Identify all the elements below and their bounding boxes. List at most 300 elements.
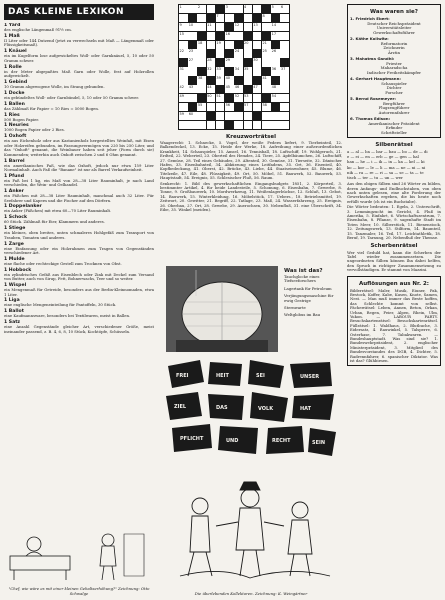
lexikon-entry [4, 242, 154, 256]
lexikon-entry [4, 65, 154, 79]
crossword-block [271, 41, 280, 49]
silben-row: e — ei — en — erb — ge — gen — hal [347, 154, 419, 160]
crossword-cell-number: 35 [244, 67, 249, 72]
crossword-cell-number: 58 [262, 102, 267, 107]
crossword-cell-number: 15 [179, 31, 184, 36]
crossword-cell[interactable] [280, 67, 289, 75]
lexikon-entry [4, 34, 154, 48]
crossword-cell[interactable] [271, 85, 280, 93]
crossword-block [244, 58, 253, 66]
crossword-block [234, 14, 243, 22]
crossword-cell-number: 14 [271, 22, 277, 27]
crossword-cell-number: 11 [207, 22, 212, 27]
person-role-option: Flugzeugführer [378, 105, 410, 110]
lexikon-entry-term: 1 Barrel [4, 158, 25, 164]
person-role-option: Maharadscha [380, 65, 408, 70]
lexikon-entry-desc: eine flache oder rechteckige Gestell zum Trocknen von Obst. [4, 260, 122, 266]
crossword-cell[interactable] [207, 58, 216, 66]
svg-text:FREI: FREI [176, 373, 189, 379]
crossword-cell[interactable] [271, 67, 280, 75]
lexikon-entry [4, 204, 154, 213]
lexikon-entry-term: 1 Liga [4, 298, 20, 304]
crossword-cell[interactable] [207, 121, 216, 129]
person-role-option: Dichter [386, 85, 402, 90]
what-is-it-option: Weltglobus im Bau [284, 312, 321, 318]
crossword-cell[interactable] [188, 94, 197, 102]
crossword-cell[interactable] [179, 41, 188, 49]
crossword-block [253, 112, 262, 120]
crossword-cell-number: 43 [188, 85, 194, 90]
crossword-cell[interactable] [188, 32, 197, 40]
crossword-cell[interactable] [197, 14, 206, 22]
crossword-across-clues: Waagerecht: 1. Schnecke, 5. Vogel, der weiße Federn liefert, 9. Tierbeinteil, 12. Balkendeckel, 13. Ecke, 15. Heide der Werke, 18. Aufreihung einer außerordentlichen Krankheit, 14. Schauspieler, 15. Amsel, 16. Tennisball, 18. Luftschiff, 19. Wohlgeruch, 21. Erdteil, 22. Weberteil, 23. Oberteil des Hemdes, 24. Tiere, 25. Apfelbäumchen, 26. Luftschiff, 27. Gemüse, 28. Teil eines Gebäudes, 29. Altenteil, 30. Gemüse, 31. Tierseite, 32. Dänischer Hafen, 33. Eisenbahnteil, 34. Abkürzung eines Leitfadens, 35. Ort, 36. Eisenteil, 40. Kopfbedeckung, 41. Oberst, 42. Brücke, 43. Liebe, 44. Staatseinwohner, 45. Blume, 46. Titelzeile, 47. Eile, 48. Flüssigkeit, 49. Ort, 50. Möbel, 51. Bauwerk, 52. Bauwerk, 53. Hauptstadt, 54. Ereignis, 55. Schlesischer Fluß, 56. Raum. [160, 140, 342, 181]
crossword-block [197, 32, 206, 40]
crossword-cell[interactable] [225, 103, 234, 111]
crossword-cell[interactable] [244, 23, 253, 31]
crossword-cell[interactable] [207, 5, 216, 13]
crossword-cell[interactable] [253, 103, 262, 111]
crossword-cell[interactable] [197, 85, 206, 93]
crossword-cell-number: 20 [244, 40, 249, 45]
crossword-cell-number: 1 [179, 5, 182, 9]
crossword-cell[interactable] [244, 41, 253, 49]
lexikon-entry-desc: eine englische Mengeneinteilung für Pantoffeln, 30 Stück. [4, 302, 117, 308]
lexikon-entry-term: 1 Doppelanker [4, 204, 42, 210]
crossword-cell[interactable] [244, 76, 253, 84]
crossword-cell-number: 30 [253, 58, 258, 63]
crossword-cell[interactable] [188, 67, 197, 75]
lexikon-entry-term: 1 Zarge [4, 241, 24, 247]
crossword-cell-number: 29 [225, 58, 231, 63]
lexikon-entry-desc: ein im Kugelform lose aufgewickeltes Woll- oder Garnknäuel, 5, 10 oder 50 Gramm schwer. [4, 53, 154, 63]
crossword-cell[interactable] [179, 76, 188, 84]
what-is-it-option: Tauchglocke eines Tiefseeforschers [284, 274, 320, 284]
crossword-cell[interactable] [262, 23, 271, 31]
crossword-cell[interactable] [244, 112, 253, 120]
shard-puzzle-image [160, 356, 342, 464]
crossword-cell[interactable] [253, 67, 262, 75]
person-role-option: Bergführer [383, 100, 405, 106]
person-role-option: Erfinder [385, 125, 403, 130]
crossword-cell-number: 38 [197, 76, 203, 81]
crossword-cell[interactable] [207, 32, 216, 40]
crossword-cell[interactable] [207, 103, 216, 111]
crossword-cell-number: 54 [271, 93, 277, 98]
crossword-cell-number: 40 [225, 76, 231, 81]
crossword-cell[interactable] [234, 94, 243, 102]
aufloesungen-box [347, 276, 441, 367]
person-name: 3. Mahatma Gandhi: [350, 56, 395, 61]
crossword-cell[interactable] [234, 85, 243, 93]
crossword-block [216, 58, 225, 66]
crossword-cell[interactable] [234, 32, 243, 40]
crossword-cell[interactable] [253, 41, 262, 49]
crossword-cell[interactable] [216, 14, 225, 22]
crossword-cell[interactable] [179, 67, 188, 75]
crossword-block [207, 49, 216, 57]
crossword-cell-number: 53 [244, 93, 249, 98]
crossword-cell[interactable] [188, 23, 197, 31]
collectors-cartoon-caption: Die überlebenden Kollektoren. Zeichnung: K. Weingärtner [194, 591, 308, 596]
crossword-cell[interactable] [262, 103, 271, 111]
lexikon-column [4, 4, 154, 596]
lexikon-entry [4, 257, 154, 266]
crossword-cell[interactable] [197, 58, 206, 66]
crossword-cell[interactable] [188, 5, 197, 13]
crossword-cell[interactable] [280, 14, 289, 22]
crossword-cell-number: 9 [179, 22, 182, 27]
svg-text:RECHT: RECHT [272, 438, 291, 444]
crossword-cell[interactable] [253, 85, 262, 93]
lexikon-entry-term: 1 Oxhoft [4, 134, 27, 140]
lexikon-entry-desc: ein gebündeltes Woll- oder Garnbündel, 5, 10 oder 50 Gramm schwer. [4, 94, 139, 100]
crossword-cell[interactable] [271, 49, 280, 57]
crossword-cell[interactable] [216, 76, 225, 84]
center-column [160, 4, 342, 596]
crossword-down-clues: Senkrecht: 1. Bild des gewerkschaftlichen Eingangsbudgets 1851, 2. Körperteil, 3. bestimmter Artikel, 4. für beide Landesteile, 5. Schonung, 6. Eisenbahn, 7. Gewerbe, 8. Tonne, 9. Großbauwerk, 10. Mordwerkzeug, 11. Weißenlagerbüchse, 12. Schluß, 13. Gebot, 14. Bauwerk, 15. Winterkleidung, 16. Möbelstück, 17. Uebers., 18. Betriebsmittel, 19. Zeitwort, 20. Gewitter, 21. Begriff, 22. Tatlage, 23. Maß, 24. Wasserfahrzeug, 25. Ereignis, 26. Oberbau, 27. Ort, 28. Gewebe, 29. Auerochsen, 30. Nebenfluß, 31. eine Überschrift, 34. Eibe, 35. Winkel (meiden). [160, 180, 342, 213]
crossword-cell[interactable] [244, 5, 253, 13]
silben-row: han — he — i — ik — in — ka — kel — ki [347, 159, 425, 165]
crossword-cell-number: 34 [234, 67, 240, 72]
lexikon-entry-desc: eine Kaufmannsware, besonders bei Textilwaren, meist in Ballen. [4, 313, 131, 319]
silben-definitions: Die Wörter bedeuten: 1. Egeln, 2. Unterschrift, 3. Lemmingzucht im Gericht, 4. Fluß in Amerika, 5. Einfahrt, 6. Wirtschaftszentrum, 7. Eisenbahn, 8. Pflanze, 9. sagenhafte Stadt im Toten Meer, 10. Silberstück, 11. Bienenstock, 12. Zeitungswerk, 13. Stilform, 14. Baumteil, 15. Tanzmaler, 16. Teil, 17. Leichtathletik, 18. Beruf, 19. Tarnung, 20. Nebenfluß der Themse. [347, 204, 441, 241]
lexikon-entry [4, 113, 154, 122]
crossword-title: Kreuzworträtsel [226, 134, 276, 140]
crossword-cell[interactable] [271, 94, 280, 102]
crossword-cell[interactable] [271, 112, 280, 120]
crossword-cell[interactable] [271, 5, 280, 13]
crossword-cell-number: 18 [197, 40, 203, 45]
crossword-cell[interactable] [244, 49, 253, 57]
crossword-cell[interactable] [179, 32, 188, 40]
crossword-cell[interactable] [197, 121, 206, 129]
person-name: 5. Bernd Rosemeyer: [350, 96, 396, 101]
person-role-option: Zeichnerin [383, 45, 405, 50]
crossword-cell-number: 44 [207, 85, 212, 90]
lexikon-entry-term: 1 Mulde [4, 256, 25, 262]
crossword-cell[interactable] [280, 121, 289, 129]
crossword-cell[interactable] [207, 94, 216, 102]
collectors-cartoon [160, 466, 342, 596]
crossword-cell[interactable] [253, 121, 262, 129]
crossword-block [225, 49, 234, 57]
crossword-cell[interactable] [197, 49, 206, 57]
crossword-cell[interactable] [280, 112, 289, 120]
crossword-cell[interactable] [244, 14, 253, 22]
crossword-cell[interactable] [207, 85, 216, 93]
crossword-cell[interactable] [216, 121, 225, 129]
crossword-block [225, 67, 234, 75]
svg-text:HAT: HAT [300, 406, 312, 412]
lexikon-entry-desc: 60 Stück. Zählmaß für Eier, Klammern und anderes. [4, 219, 105, 225]
lexikon-entry-term: 1 Knäuel [4, 49, 27, 55]
crossword-cell-number: 28 [207, 58, 212, 63]
crossword-cell[interactable] [280, 76, 289, 84]
crossword-block [253, 49, 262, 57]
lexikon-entry-desc: ein kleines, oben breites, unten schmaleres Hohlgefäß zum Transport von Trauben, Tomaten und anderes. [4, 230, 154, 240]
crossword-cell-number: 56 [225, 102, 231, 107]
crossword-cell[interactable] [271, 58, 280, 66]
crossword-cell[interactable] [207, 23, 216, 31]
crossword-cell[interactable] [179, 85, 188, 93]
crossword-cell[interactable] [216, 112, 225, 120]
crossword-cell[interactable] [253, 5, 262, 13]
lexikon-entry [4, 268, 154, 282]
person-role-option: Deutscher Reichspräsident [367, 20, 421, 26]
crossword-block [216, 32, 225, 40]
person-role-option: Indischer Freiheitskämpfer [366, 69, 422, 75]
aufloesungen-text: Bilderrätsel: Maler, Musik, Eiuner, Pak, Bestock, Koffer, Kabe, Kusen, Knote, Samen, Nest. — Man muß immer das Beste hoffen, das Schlechte kommt von selbst. Fächerrätsel: Leben, Annex, Beton, Orkan, Urban, Regen, Feier, Alpen, Rhein, Ulm, Yukon. — LABOUR PARTY. Besuchskartenrätsel: Besuchskartenrätsel. Füllrätsel: 1. Waldhaus, 2. Blutbuche, 3. Eidersatz, 4. Rauwinkel, 5. Talsperre, 6. Osterhase, 7. Tabakwaren. — Bundeshauptstadt. Was sind sie? 1. Bundeswehrpräsident, 2. englischer Ministerpräsident, 3. Mitglied des Bundesvorstandes des DGB, 4. Dichter, 5. Radrennfahrer, 6. spanischer Diktator. Was ist das? Glühbirnen. [350, 287, 438, 364]
crossword-cell-number: 46 [234, 85, 240, 90]
crossword-cell[interactable] [234, 23, 243, 31]
crossword-cell[interactable] [179, 94, 188, 102]
crossword-cell[interactable] [225, 112, 234, 120]
lexikon-entry-term: 1 Ballen [4, 101, 25, 107]
what-is-it-title: Was ist das? [284, 268, 323, 274]
collectors-cartoon-illustration [160, 466, 342, 588]
lexikon-entry-desc: in der Meter abgepaßtes Maß Garn oder Wolle, fest auf Holzrollen aufgewickelt. [4, 68, 154, 78]
crossword-cell[interactable] [179, 49, 188, 57]
globe-photo [166, 266, 278, 352]
crossword-cell[interactable] [234, 121, 243, 129]
crossword-cell[interactable] [271, 32, 280, 40]
crossword-cell-number: 41 [262, 76, 267, 81]
crossword-cell[interactable] [253, 58, 262, 66]
crossword-cell-number: 25 [262, 49, 267, 54]
crossword-block [197, 94, 206, 102]
who-were-they-list [350, 17, 438, 135]
lexikon-entry-term: 1 Ballot [4, 309, 24, 315]
lexikon-entry [4, 226, 154, 240]
crossword-cell[interactable] [280, 85, 289, 93]
lexikon-entry [4, 102, 154, 111]
crossword-block [244, 32, 253, 40]
lexikon-entry-desc: eine Einfassung oder ein Holzrahmen zum Tragen von Gegenständen verschiedener Art. [4, 245, 154, 255]
crossword-cell[interactable] [262, 85, 271, 93]
crossword-cell[interactable] [280, 23, 289, 31]
crossword-block [262, 94, 271, 102]
crossword-cell[interactable] [234, 58, 243, 66]
crossword-cell[interactable] [188, 85, 197, 93]
crossword-cell[interactable] [216, 94, 225, 102]
crossword-cell[interactable] [179, 5, 188, 13]
crossword-cell-number: 27 [188, 58, 194, 63]
person-role-option: Autorennfahrer [378, 109, 410, 115]
crossword-cell[interactable] [216, 49, 225, 57]
lexikon-entry-term: 1 Hobbock [4, 267, 32, 273]
crossword-block [271, 14, 280, 22]
what-is-it-options [284, 266, 342, 321]
lexikon-entry-term: 1 Neuries [4, 123, 29, 129]
crossword-cell[interactable] [280, 103, 289, 111]
crossword-cell[interactable] [253, 32, 262, 40]
what-is-it-option: Lagertank für Petroleum [284, 285, 332, 291]
svg-text:VOLK: VOLK [258, 406, 274, 412]
lexikon-entry-desc: des englische Längenmaß 91½ cm. [4, 27, 72, 32]
crossword-block [234, 41, 243, 49]
lexikon-entry-term: 1 Schock [4, 215, 28, 221]
crossword-block [271, 76, 280, 84]
crossword-cell[interactable] [197, 41, 206, 49]
crossword-block [216, 85, 225, 93]
crossword-cell[interactable] [207, 41, 216, 49]
crossword-cell-number: 48 [271, 85, 277, 90]
crossword-cell[interactable] [234, 5, 243, 13]
crossword-cell-number: 51 [216, 93, 221, 98]
crossword-cell[interactable] [188, 49, 197, 57]
crossword-cell[interactable] [262, 76, 271, 84]
crossword-cell-number: 36 [271, 67, 277, 72]
person-role-option: Forscher [385, 89, 403, 95]
crossword-cell[interactable] [188, 121, 197, 129]
crossword-block [225, 23, 234, 31]
crossword-cell[interactable] [179, 14, 188, 22]
crossword-cell[interactable] [225, 41, 234, 49]
crossword-cell[interactable] [262, 14, 271, 22]
crossword-cell[interactable] [197, 5, 206, 13]
svg-text:HEIT: HEIT [216, 373, 229, 379]
crossword-block [179, 58, 188, 66]
crossword-cell[interactable] [188, 112, 197, 120]
lexikon-entry-term: 1 Pfund [4, 173, 24, 179]
crossword-cell-number: 55 [197, 102, 203, 107]
crossword-cell-number: 32 [207, 67, 212, 72]
lexikon-entry-desc: das Zählmaß für Papier = 10 Ries = 5000 Bogen. [4, 105, 100, 111]
lexikon-entry-desc: II Liter oder 144 Dutzend (jetzt zu verwechseln mit Maß — Längenmaß oder Flüssigkeitsmaß). [4, 37, 154, 48]
crossword-cell[interactable] [197, 23, 206, 31]
lexikon-entry-desc: 1000 Bogen Papier oder 2 Ries. [4, 127, 65, 133]
crossword-cell-number: 16 [225, 31, 231, 36]
lexikon-entry [4, 134, 154, 157]
person-role-option: Schauspieler [381, 80, 407, 86]
crossword-cell-number: 26 [271, 49, 277, 54]
crossword-cell[interactable] [244, 67, 253, 75]
crossword-cell[interactable] [225, 14, 234, 22]
silben-syllables [347, 149, 441, 180]
crossword-clues [160, 132, 342, 213]
crossword-cell[interactable] [253, 23, 262, 31]
lexikon-entry [4, 23, 154, 32]
lexikon-entry-term: 1 Stiege [4, 226, 26, 232]
svg-text:DAS: DAS [216, 405, 228, 411]
scherben-title: Scherbenrätsel [370, 242, 418, 249]
crossword-cell[interactable] [280, 5, 289, 13]
crossword-cell-number: 49 [179, 93, 184, 98]
crossword-cell[interactable] [225, 85, 234, 93]
crossword-cell[interactable] [225, 76, 234, 84]
crossword-block [253, 76, 262, 84]
silben-row: ko — kor — le — li — ma — ne — ni — ni [347, 164, 426, 170]
shard-puzzle [160, 356, 342, 464]
lexikon-entry [4, 49, 154, 63]
svg-text:UNSER: UNSER [300, 374, 320, 380]
crossword-cell[interactable] [280, 41, 289, 49]
crossword-cell[interactable] [179, 103, 188, 111]
lexikon-entry [4, 159, 154, 173]
crossword-cell[interactable] [216, 23, 225, 31]
crossword-cell[interactable] [244, 121, 253, 129]
what-is-it-option: Sternwarte [284, 305, 306, 311]
crossword-cell-number: 39 [216, 76, 221, 81]
crossword-cell[interactable] [234, 67, 243, 75]
crossword-cell[interactable] [280, 94, 289, 102]
crossword-cell[interactable] [280, 49, 289, 57]
crossword-cell[interactable] [262, 41, 271, 49]
svg-text:SEI: SEI [256, 373, 265, 379]
crossword-cell[interactable] [188, 58, 197, 66]
lexikon-entry [4, 215, 154, 224]
person-name: 4. Gerhart Hauptmann: [350, 76, 401, 81]
crossword-cell[interactable] [234, 49, 243, 57]
lexikon-entry [4, 283, 154, 297]
crossword-cell[interactable] [197, 112, 206, 120]
lexikon-entry [4, 80, 154, 89]
lexikon-entries [4, 23, 154, 543]
lexikon-entry-term: 1 Ries [4, 112, 20, 118]
crossword-cell[interactable] [280, 32, 289, 40]
crossword-cell[interactable] [225, 5, 234, 13]
svg-text:ZIEL: ZIEL [174, 404, 187, 410]
crossword-cell[interactable] [179, 121, 188, 129]
crossword-cell[interactable] [271, 23, 280, 31]
crossword-cell-number: 31 [179, 67, 184, 72]
silben-row: a — al — ba — bar — bau — bo — de — di [347, 149, 428, 154]
crossword-block [262, 67, 271, 75]
crossword-block [234, 76, 243, 84]
crossword-cell[interactable] [262, 49, 271, 57]
crossword-cell[interactable] [244, 94, 253, 102]
crossword-cell-number: 19 [216, 40, 221, 45]
crossword-cell[interactable] [179, 23, 188, 31]
crossword-cell[interactable] [262, 58, 271, 66]
crossword-cell-number: 13 [253, 22, 258, 27]
crossword-cell[interactable] [262, 121, 271, 129]
crossword-cell-number: 12 [234, 22, 240, 27]
crossword-cell-number: 33 [216, 67, 221, 72]
crossword-cell[interactable] [225, 32, 234, 40]
crossword-cell[interactable] [197, 76, 206, 84]
crossword-cell[interactable] [197, 103, 206, 111]
crossword-cell-number: 24 [234, 49, 240, 54]
silben-row: tisch — ter — tu — un — wer [347, 175, 403, 181]
crossword-block [216, 5, 225, 13]
crossword-cell[interactable] [244, 103, 253, 111]
crossword-block [253, 13, 265, 22]
crossword-cell[interactable] [207, 67, 216, 75]
person-role-option: Gewerkschaftsführer [373, 29, 415, 35]
crossword-block [188, 14, 197, 22]
person-role-option: Schriftsteller [381, 129, 407, 135]
crossword-cell[interactable] [262, 112, 271, 120]
what-is-it-list [284, 275, 342, 318]
crossword-cell[interactable] [216, 103, 225, 111]
crossword-block [207, 76, 216, 84]
crossword-cell[interactable] [179, 112, 188, 120]
lexikon-entry-desc: ein zylindrisches Gefäß aus Eisenblech oder Zink mit Deckel zum Versand von Butter, auch von Sirup, Fett, Bohnerwachs, Teer und so weiter. [4, 271, 154, 282]
crossword-cell[interactable] [253, 94, 262, 102]
lexikon-entry-term: 1 Yard [4, 23, 21, 28]
crossword-cell-number: 3 [225, 5, 228, 9]
crossword-cell[interactable] [216, 67, 225, 75]
crossword-block [188, 76, 197, 84]
crossword-cell[interactable] [225, 58, 234, 66]
crossword-cell-number: 17 [271, 31, 277, 36]
crossword-cell[interactable] [234, 112, 243, 120]
crossword-block [188, 103, 197, 111]
crossword-cell-number: 50 [207, 93, 212, 98]
crossword-cell[interactable] [271, 121, 280, 129]
crossword-cell[interactable] [216, 41, 225, 49]
